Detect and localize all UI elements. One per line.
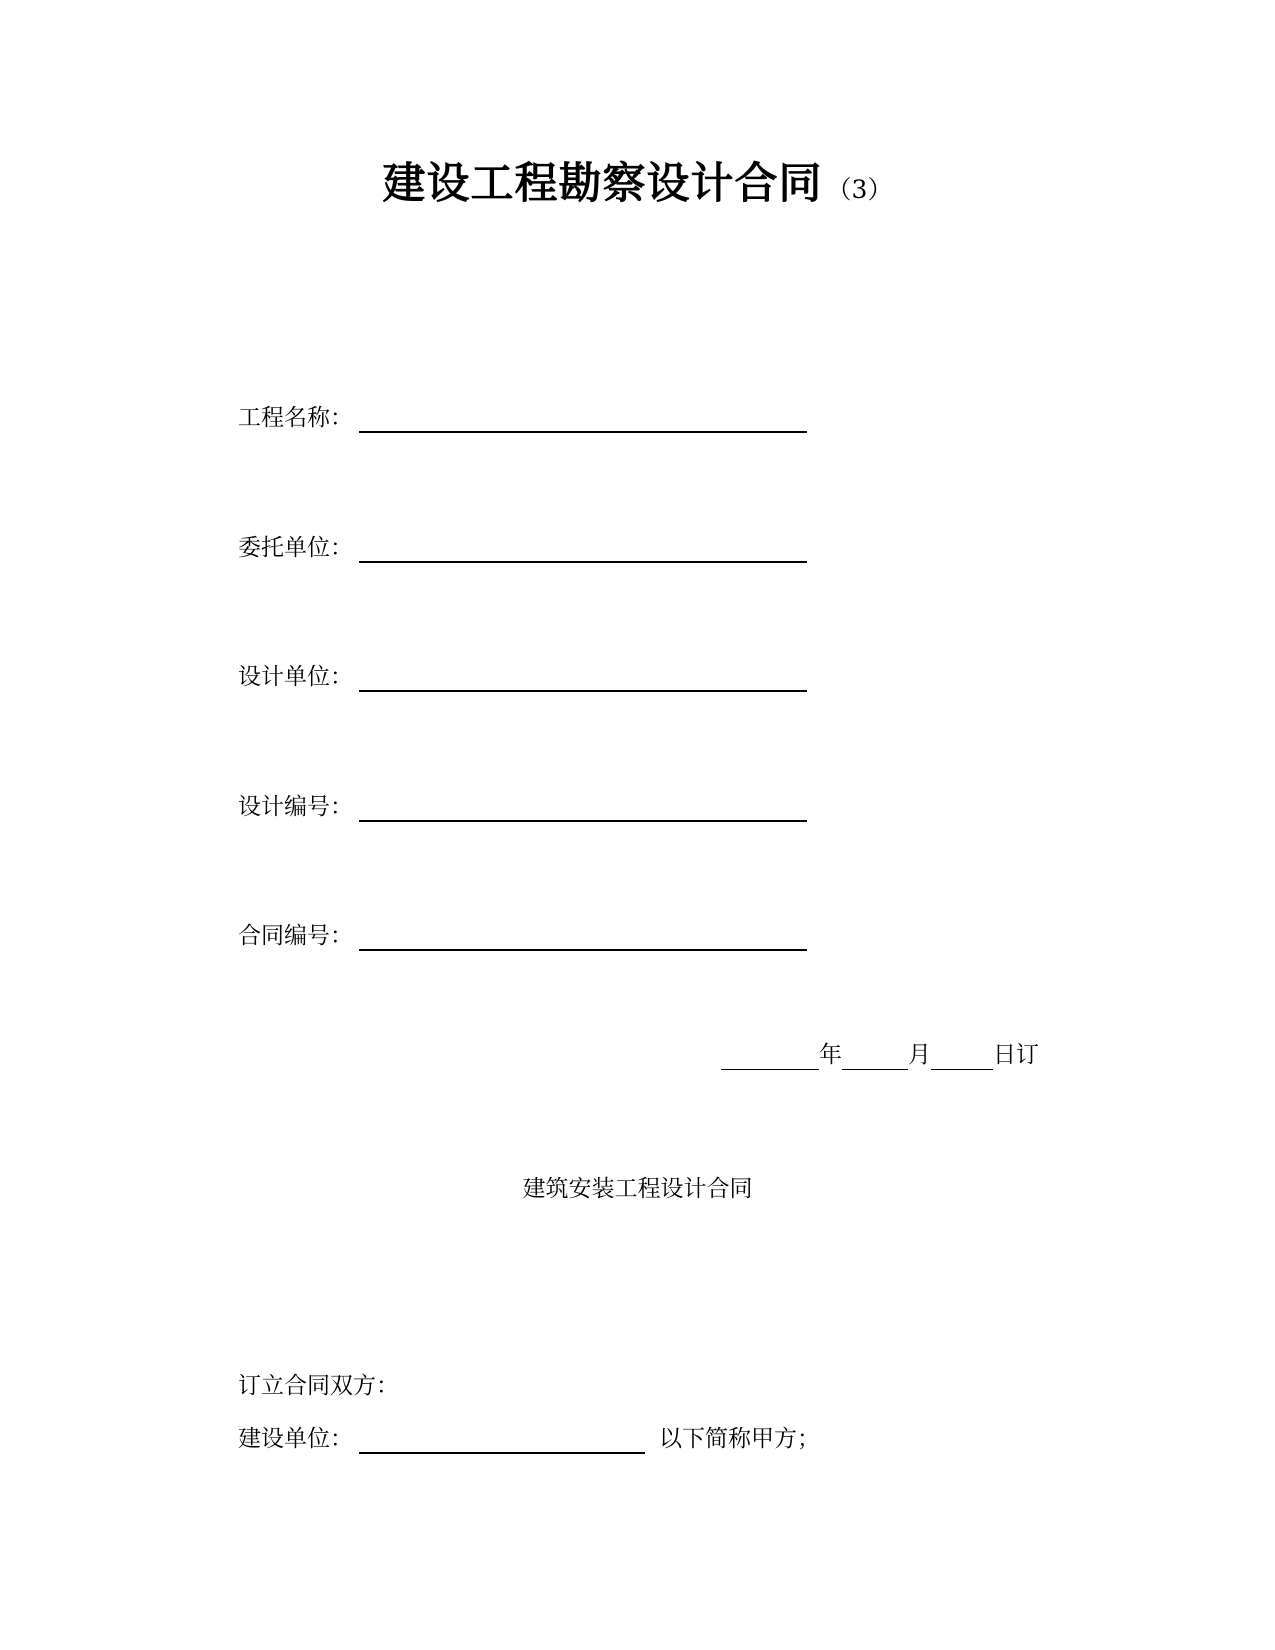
- month-label: 月: [908, 1042, 931, 1068]
- fill-in-line: [359, 1428, 645, 1454]
- day-label: 日订: [993, 1042, 1039, 1068]
- fill-in-line: [359, 666, 807, 692]
- field-design-unit: [238, 652, 807, 692]
- field-label: 合同编号：: [238, 923, 353, 949]
- field-project-name: [238, 393, 807, 433]
- day-blank: [931, 1043, 993, 1070]
- month-blank: [842, 1043, 908, 1070]
- field-contract-number: [238, 911, 807, 951]
- parties-heading: 订立合同双方：: [238, 1373, 399, 1399]
- field-label: 设计编号：: [238, 794, 353, 820]
- signing-date: [721, 1040, 1039, 1070]
- fill-in-line: [359, 537, 807, 563]
- field-builder: [238, 1424, 820, 1454]
- field-label: 委托单位：: [238, 535, 353, 561]
- field-client: [238, 523, 807, 563]
- builder-suffix: 以下简称甲方；: [659, 1426, 820, 1452]
- page-title: [0, 150, 1275, 211]
- title-suffix: （3）: [826, 175, 893, 204]
- year-blank: [721, 1043, 819, 1070]
- field-label: 设计单位：: [238, 664, 353, 690]
- field-design-number: [238, 782, 807, 822]
- year-label: 年: [819, 1042, 842, 1068]
- fill-in-line: [359, 925, 807, 951]
- fill-in-line: [359, 407, 807, 433]
- field-label: 工程名称：: [238, 405, 353, 431]
- fill-in-line: [359, 796, 807, 822]
- title-main: 建设工程勘察设计合同: [382, 159, 823, 209]
- contract-subtitle: 建筑安装工程设计合同: [522, 1176, 753, 1202]
- field-label: 建设单位：: [238, 1426, 353, 1452]
